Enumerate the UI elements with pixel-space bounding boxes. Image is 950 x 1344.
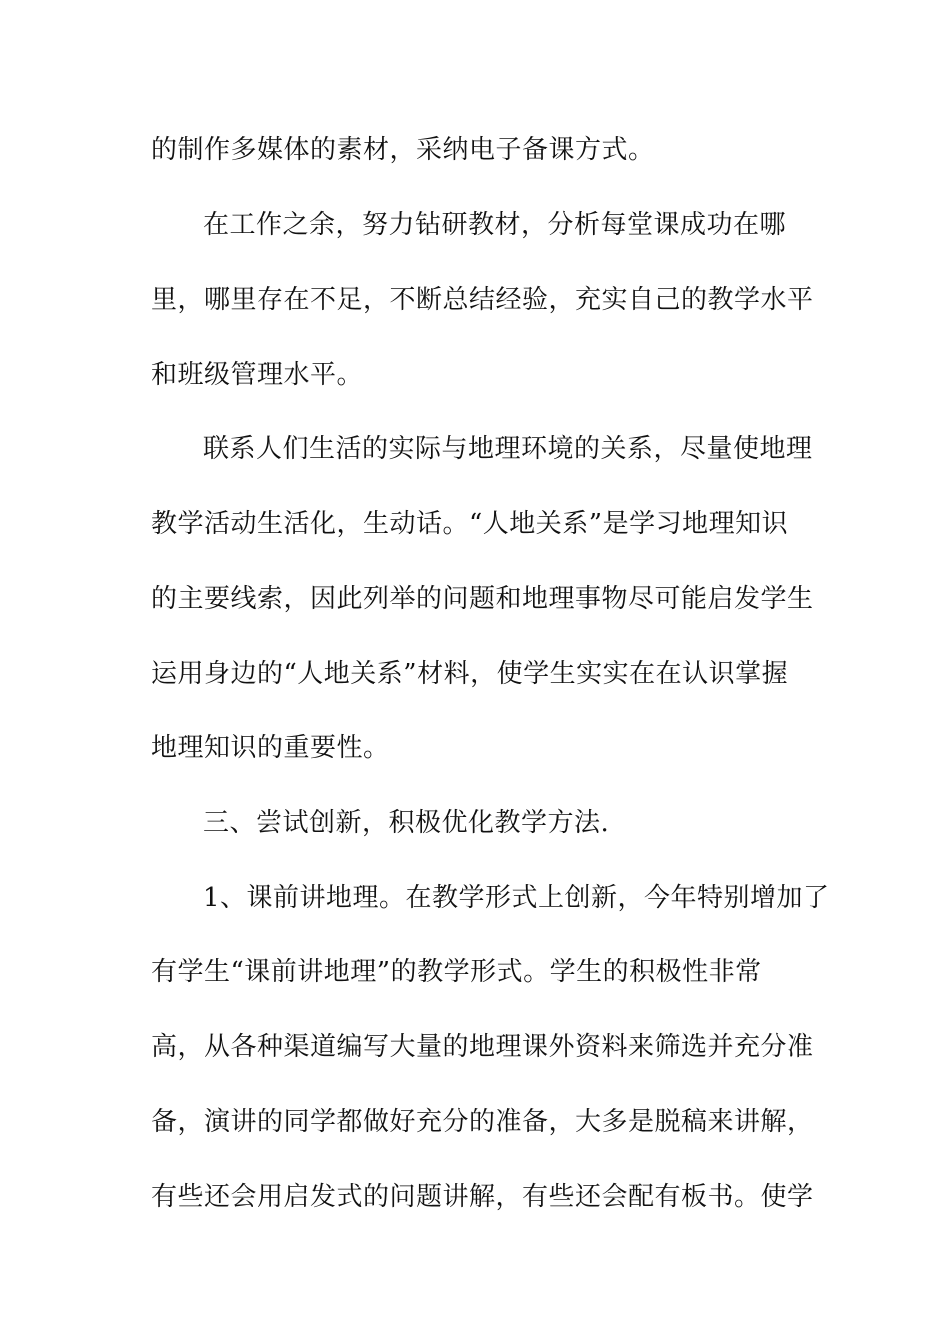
text-line: 运用身边的“人地关系”材料，使学生实实在在认识掌握 <box>151 659 789 689</box>
text-line: 备，演讲的同学都做好充分的准备，大多是脱稿来讲解， <box>151 1107 814 1137</box>
section-heading: 三、尝试创新，积极优化教学方法. <box>203 808 610 838</box>
text-line: 的制作多媒体的素材，采纳电子备课方式。 <box>151 135 655 165</box>
text-line: 联系人们生活的实际与地理环境的关系，尽量使地理 <box>203 434 813 464</box>
text-line: 的主要线索，因此列举的问题和地理事物尽可能启发学生 <box>151 584 814 614</box>
text-line: 教学活动生活化，生动话。“人地关系”是学习地理知识 <box>151 509 789 539</box>
text-line: 1、课前讲地理。在教学形式上创新，今年特别增加了 <box>203 883 830 913</box>
text-line: 里，哪里存在不足，不断总结经验，充实自己的教学水平 <box>151 285 814 315</box>
text-line: 有些还会用启发式的问题讲解，有些还会配有板书。使学 <box>151 1182 814 1212</box>
text-line: 地理知识的重要性。 <box>151 733 390 763</box>
text-line: 高，从各种渠道编写大量的地理课外资料来筛选并充分准 <box>151 1032 814 1062</box>
text-line: 有学生“课前讲地理”的教学形式。学生的积极性非常 <box>151 957 762 987</box>
text-line: 和班级管理水平。 <box>151 360 364 390</box>
text-line: 在工作之余，努力钻研教材，分析每堂课成功在哪 <box>203 210 787 240</box>
